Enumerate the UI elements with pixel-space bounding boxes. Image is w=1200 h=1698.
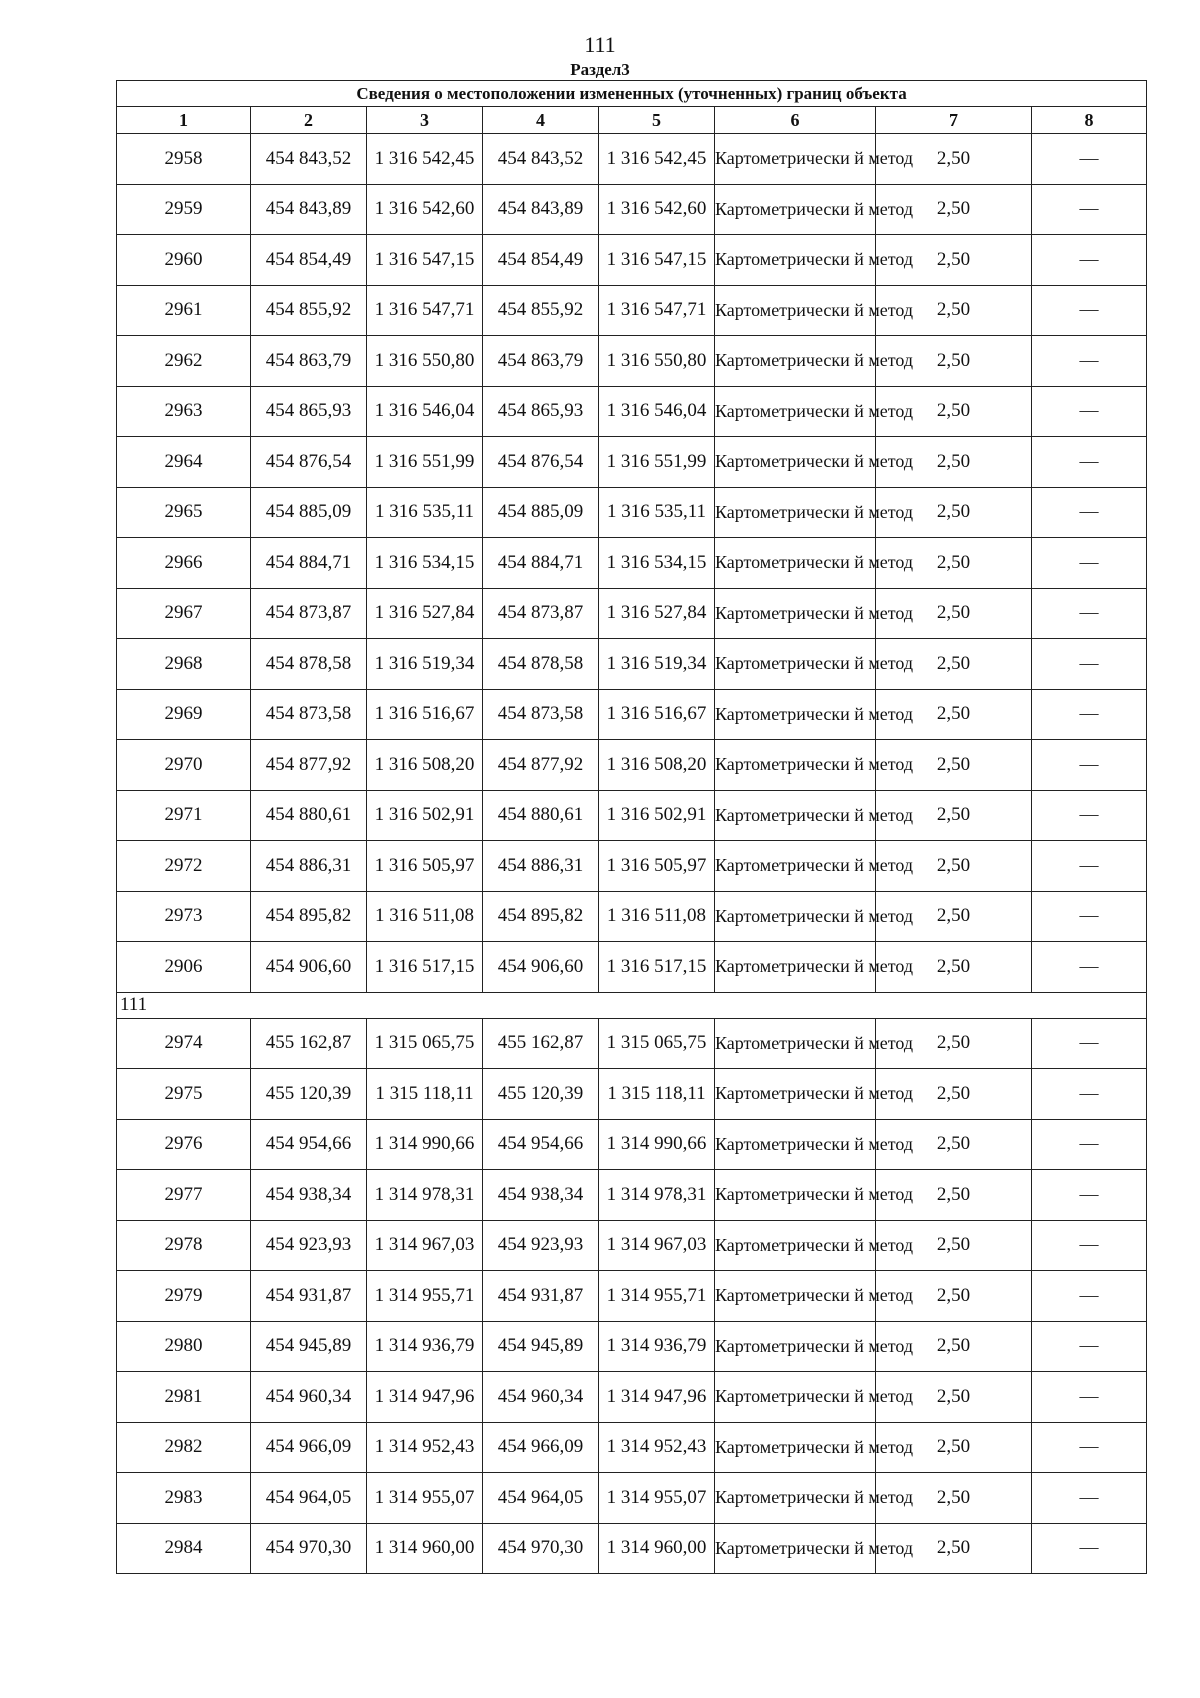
y-refined-cell: 1 314 936,79 <box>599 1321 715 1372</box>
accuracy-cell: 2,50 <box>876 891 1032 942</box>
method-cell: Картометрически й метод <box>715 1321 876 1372</box>
accuracy-cell: 2,50 <box>876 1422 1032 1473</box>
x-refined-cell: 454 970,30 <box>483 1523 599 1574</box>
x-refined-cell: 454 966,09 <box>483 1422 599 1473</box>
column-header: 6 <box>715 107 876 134</box>
y-refined-cell: 1 315 118,11 <box>599 1069 715 1120</box>
y-existing-cell: 1 314 978,31 <box>367 1170 483 1221</box>
point-number-cell: 2965 <box>117 487 251 538</box>
y-existing-cell: 1 316 534,15 <box>367 538 483 589</box>
point-number-cell: 2969 <box>117 689 251 740</box>
point-number-cell: 2906 <box>117 942 251 993</box>
x-refined-cell: 454 878,58 <box>483 639 599 690</box>
accuracy-cell: 2,50 <box>876 1069 1032 1120</box>
description-cell: — <box>1032 740 1147 791</box>
y-refined-cell: 1 316 547,15 <box>599 235 715 286</box>
method-cell: Картометрически й метод <box>715 1069 876 1120</box>
table-row <box>117 841 1147 892</box>
method-cell: Картометрически й метод <box>715 487 876 538</box>
x-refined-cell: 454 884,71 <box>483 538 599 589</box>
table-row <box>117 790 1147 841</box>
accuracy-cell: 2,50 <box>876 1271 1032 1322</box>
method-cell: Картометрически й метод <box>715 235 876 286</box>
y-existing-cell: 1 315 065,75 <box>367 1018 483 1069</box>
y-existing-cell: 1 316 542,60 <box>367 184 483 235</box>
x-existing-cell: 454 923,93 <box>251 1220 367 1271</box>
method-cell: Картометрически й метод <box>715 336 876 387</box>
point-number-cell: 2970 <box>117 740 251 791</box>
x-existing-cell: 454 886,31 <box>251 841 367 892</box>
accuracy-cell: 2,50 <box>876 336 1032 387</box>
x-existing-cell: 454 945,89 <box>251 1321 367 1372</box>
table-row <box>117 1170 1147 1221</box>
column-header: 3 <box>367 107 483 134</box>
table-caption: Сведения о местоположении измененных (уточненных) границ объекта <box>117 81 1147 107</box>
y-existing-cell: 1 316 547,71 <box>367 285 483 336</box>
point-number-cell: 2958 <box>117 134 251 185</box>
accuracy-cell: 2,50 <box>876 1119 1032 1170</box>
column-header: 7 <box>876 107 1032 134</box>
table-row <box>117 437 1147 488</box>
column-header: 8 <box>1032 107 1147 134</box>
method-cell: Картометрически й метод <box>715 1220 876 1271</box>
table-body <box>117 81 1147 1574</box>
method-cell: Картометрически й метод <box>715 184 876 235</box>
method-cell: Картометрически й метод <box>715 134 876 185</box>
y-refined-cell: 1 316 502,91 <box>599 790 715 841</box>
point-number-cell: 2971 <box>117 790 251 841</box>
boundary-coordinates-table <box>116 80 1147 1574</box>
x-refined-cell: 454 873,87 <box>483 588 599 639</box>
x-existing-cell: 454 876,54 <box>251 437 367 488</box>
method-cell: Картометрически й метод <box>715 740 876 791</box>
table-row <box>117 1018 1147 1069</box>
y-existing-cell: 1 315 118,11 <box>367 1069 483 1120</box>
y-refined-cell: 1 316 511,08 <box>599 891 715 942</box>
accuracy-cell: 2,50 <box>876 740 1032 791</box>
x-existing-cell: 454 895,82 <box>251 891 367 942</box>
accuracy-cell: 2,50 <box>876 942 1032 993</box>
y-refined-cell: 1 314 947,96 <box>599 1372 715 1423</box>
description-cell: — <box>1032 1321 1147 1372</box>
column-header: 1 <box>117 107 251 134</box>
x-existing-cell: 454 855,92 <box>251 285 367 336</box>
description-cell: — <box>1032 790 1147 841</box>
accuracy-cell: 2,50 <box>876 1372 1032 1423</box>
column-header: 5 <box>599 107 715 134</box>
accuracy-cell: 2,50 <box>876 841 1032 892</box>
table-header-row <box>117 107 1147 134</box>
y-refined-cell: 1 316 550,80 <box>599 336 715 387</box>
x-refined-cell: 454 938,34 <box>483 1170 599 1221</box>
description-cell: — <box>1032 437 1147 488</box>
y-refined-cell: 1 316 547,71 <box>599 285 715 336</box>
x-existing-cell: 454 843,52 <box>251 134 367 185</box>
table-row <box>117 538 1147 589</box>
x-existing-cell: 454 873,58 <box>251 689 367 740</box>
method-cell: Картометрически й метод <box>715 639 876 690</box>
x-refined-cell: 454 854,49 <box>483 235 599 286</box>
point-number-cell: 2972 <box>117 841 251 892</box>
y-existing-cell: 1 314 960,00 <box>367 1523 483 1574</box>
method-cell: Картометрически й метод <box>715 1473 876 1524</box>
y-refined-cell: 1 316 542,60 <box>599 184 715 235</box>
table-row <box>117 1119 1147 1170</box>
method-cell: Картометрически й метод <box>715 588 876 639</box>
table-row <box>117 1473 1147 1524</box>
x-existing-cell: 454 970,30 <box>251 1523 367 1574</box>
description-cell: — <box>1032 1523 1147 1574</box>
x-refined-cell: 454 877,92 <box>483 740 599 791</box>
contour-group-row <box>117 992 1147 1018</box>
table-row <box>117 336 1147 387</box>
y-refined-cell: 1 316 551,99 <box>599 437 715 488</box>
table-row <box>117 386 1147 437</box>
accuracy-cell: 2,50 <box>876 1220 1032 1271</box>
y-existing-cell: 1 316 535,11 <box>367 487 483 538</box>
point-number-cell: 2960 <box>117 235 251 286</box>
y-existing-cell: 1 314 936,79 <box>367 1321 483 1372</box>
x-existing-cell: 454 884,71 <box>251 538 367 589</box>
column-header: 4 <box>483 107 599 134</box>
table-row <box>117 740 1147 791</box>
description-cell: — <box>1032 891 1147 942</box>
x-existing-cell: 454 878,58 <box>251 639 367 690</box>
description-cell: — <box>1032 689 1147 740</box>
x-existing-cell: 454 960,34 <box>251 1372 367 1423</box>
y-existing-cell: 1 316 546,04 <box>367 386 483 437</box>
y-existing-cell: 1 316 516,67 <box>367 689 483 740</box>
description-cell: — <box>1032 1372 1147 1423</box>
description-cell: — <box>1032 841 1147 892</box>
y-existing-cell: 1 314 952,43 <box>367 1422 483 1473</box>
x-refined-cell: 454 876,54 <box>483 437 599 488</box>
x-refined-cell: 454 886,31 <box>483 841 599 892</box>
description-cell: — <box>1032 1473 1147 1524</box>
point-number-cell: 2979 <box>117 1271 251 1322</box>
description-cell: — <box>1032 1018 1147 1069</box>
accuracy-cell: 2,50 <box>876 1523 1032 1574</box>
description-cell: — <box>1032 639 1147 690</box>
y-refined-cell: 1 314 990,66 <box>599 1119 715 1170</box>
accuracy-cell: 2,50 <box>876 1170 1032 1221</box>
x-existing-cell: 454 964,05 <box>251 1473 367 1524</box>
x-existing-cell: 454 865,93 <box>251 386 367 437</box>
y-refined-cell: 1 314 955,07 <box>599 1473 715 1524</box>
point-number-cell: 2959 <box>117 184 251 235</box>
description-cell: — <box>1032 184 1147 235</box>
x-refined-cell: 454 885,09 <box>483 487 599 538</box>
description-cell: — <box>1032 386 1147 437</box>
point-number-cell: 2978 <box>117 1220 251 1271</box>
column-header: 2 <box>251 107 367 134</box>
point-number-cell: 2980 <box>117 1321 251 1372</box>
accuracy-cell: 2,50 <box>876 184 1032 235</box>
x-existing-cell: 454 906,60 <box>251 942 367 993</box>
x-existing-cell: 454 843,89 <box>251 184 367 235</box>
point-number-cell: 2975 <box>117 1069 251 1120</box>
table-row <box>117 235 1147 286</box>
x-existing-cell: 455 120,39 <box>251 1069 367 1120</box>
y-existing-cell: 1 314 947,96 <box>367 1372 483 1423</box>
accuracy-cell: 2,50 <box>876 538 1032 589</box>
y-existing-cell: 1 316 502,91 <box>367 790 483 841</box>
x-existing-cell: 454 877,92 <box>251 740 367 791</box>
method-cell: Картометрически й метод <box>715 1271 876 1322</box>
method-cell: Картометрически й метод <box>715 1119 876 1170</box>
x-existing-cell: 455 162,87 <box>251 1018 367 1069</box>
table-row <box>117 285 1147 336</box>
method-cell: Картометрически й метод <box>715 891 876 942</box>
x-existing-cell: 454 938,34 <box>251 1170 367 1221</box>
y-existing-cell: 1 316 551,99 <box>367 437 483 488</box>
method-cell: Картометрически й метод <box>715 790 876 841</box>
x-refined-cell: 454 954,66 <box>483 1119 599 1170</box>
accuracy-cell: 2,50 <box>876 134 1032 185</box>
table-row <box>117 942 1147 993</box>
x-refined-cell: 455 162,87 <box>483 1018 599 1069</box>
point-number-cell: 2967 <box>117 588 251 639</box>
section-title: Раздел3 <box>570 60 630 79</box>
description-cell: — <box>1032 1170 1147 1221</box>
point-number-cell: 2964 <box>117 437 251 488</box>
y-refined-cell: 1 316 516,67 <box>599 689 715 740</box>
method-cell: Картометрически й метод <box>715 1523 876 1574</box>
point-number-cell: 2983 <box>117 1473 251 1524</box>
description-cell: — <box>1032 235 1147 286</box>
point-number-cell: 2962 <box>117 336 251 387</box>
accuracy-cell: 2,50 <box>876 386 1032 437</box>
y-refined-cell: 1 316 508,20 <box>599 740 715 791</box>
x-refined-cell: 454 945,89 <box>483 1321 599 1372</box>
method-cell: Картометрически й метод <box>715 1372 876 1423</box>
point-number-cell: 2966 <box>117 538 251 589</box>
y-refined-cell: 1 314 967,03 <box>599 1220 715 1271</box>
method-cell: Картометрически й метод <box>715 942 876 993</box>
x-existing-cell: 454 885,09 <box>251 487 367 538</box>
y-refined-cell: 1 314 978,31 <box>599 1170 715 1221</box>
description-cell: — <box>1032 942 1147 993</box>
accuracy-cell: 2,50 <box>876 588 1032 639</box>
accuracy-cell: 2,50 <box>876 1473 1032 1524</box>
point-number-cell: 2974 <box>117 1018 251 1069</box>
accuracy-cell: 2,50 <box>876 1321 1032 1372</box>
description-cell: — <box>1032 285 1147 336</box>
x-refined-cell: 454 931,87 <box>483 1271 599 1322</box>
y-existing-cell: 1 316 511,08 <box>367 891 483 942</box>
y-existing-cell: 1 316 547,15 <box>367 235 483 286</box>
x-refined-cell: 454 843,52 <box>483 134 599 185</box>
y-refined-cell: 1 316 505,97 <box>599 841 715 892</box>
y-refined-cell: 1 316 527,84 <box>599 588 715 639</box>
x-refined-cell: 454 923,93 <box>483 1220 599 1271</box>
y-refined-cell: 1 314 952,43 <box>599 1422 715 1473</box>
accuracy-cell: 2,50 <box>876 1018 1032 1069</box>
accuracy-cell: 2,50 <box>876 235 1032 286</box>
description-cell: — <box>1032 588 1147 639</box>
table-row <box>117 639 1147 690</box>
x-refined-cell: 454 906,60 <box>483 942 599 993</box>
table-row <box>117 1220 1147 1271</box>
method-cell: Картометрически й метод <box>715 386 876 437</box>
point-number-cell: 2968 <box>117 639 251 690</box>
method-cell: Картометрически й метод <box>715 538 876 589</box>
method-cell: Картометрически й метод <box>715 285 876 336</box>
y-existing-cell: 1 316 542,45 <box>367 134 483 185</box>
y-refined-cell: 1 316 546,04 <box>599 386 715 437</box>
method-cell: Картометрически й метод <box>715 1170 876 1221</box>
accuracy-cell: 2,50 <box>876 689 1032 740</box>
y-refined-cell: 1 315 065,75 <box>599 1018 715 1069</box>
x-refined-cell: 454 843,89 <box>483 184 599 235</box>
y-existing-cell: 1 314 955,07 <box>367 1473 483 1524</box>
x-refined-cell: 454 880,61 <box>483 790 599 841</box>
description-cell: — <box>1032 538 1147 589</box>
table-row <box>117 1372 1147 1423</box>
description-cell: — <box>1032 1069 1147 1120</box>
y-existing-cell: 1 316 550,80 <box>367 336 483 387</box>
point-number-cell: 2973 <box>117 891 251 942</box>
description-cell: — <box>1032 487 1147 538</box>
x-refined-cell: 454 960,34 <box>483 1372 599 1423</box>
y-existing-cell: 1 314 955,71 <box>367 1271 483 1322</box>
y-existing-cell: 1 314 990,66 <box>367 1119 483 1170</box>
point-number-cell: 2963 <box>117 386 251 437</box>
y-refined-cell: 1 316 517,15 <box>599 942 715 993</box>
accuracy-cell: 2,50 <box>876 437 1032 488</box>
table-caption-row <box>117 81 1147 107</box>
accuracy-cell: 2,50 <box>876 790 1032 841</box>
x-refined-cell: 454 863,79 <box>483 336 599 387</box>
method-cell: Картометрически й метод <box>715 437 876 488</box>
description-cell: — <box>1032 1220 1147 1271</box>
x-refined-cell: 455 120,39 <box>483 1069 599 1120</box>
y-refined-cell: 1 314 960,00 <box>599 1523 715 1574</box>
description-cell: — <box>1032 1119 1147 1170</box>
table-row <box>117 184 1147 235</box>
description-cell: — <box>1032 134 1147 185</box>
x-refined-cell: 454 873,58 <box>483 689 599 740</box>
table-row <box>117 1422 1147 1473</box>
y-existing-cell: 1 316 527,84 <box>367 588 483 639</box>
method-cell: Картометрически й метод <box>715 1422 876 1473</box>
table-row <box>117 1271 1147 1322</box>
method-cell: Картометрически й метод <box>715 689 876 740</box>
y-existing-cell: 1 316 519,34 <box>367 639 483 690</box>
y-existing-cell: 1 316 505,97 <box>367 841 483 892</box>
method-cell: Картометрически й метод <box>715 1018 876 1069</box>
table-row <box>117 1069 1147 1120</box>
y-refined-cell: 1 316 519,34 <box>599 639 715 690</box>
x-existing-cell: 454 966,09 <box>251 1422 367 1473</box>
method-cell: Картометрически й метод <box>715 841 876 892</box>
y-refined-cell: 1 316 542,45 <box>599 134 715 185</box>
y-refined-cell: 1 314 955,71 <box>599 1271 715 1322</box>
y-existing-cell: 1 316 508,20 <box>367 740 483 791</box>
table-row <box>117 1321 1147 1372</box>
x-existing-cell: 454 873,87 <box>251 588 367 639</box>
table-row <box>117 588 1147 639</box>
y-refined-cell: 1 316 535,11 <box>599 487 715 538</box>
point-number-cell: 2982 <box>117 1422 251 1473</box>
accuracy-cell: 2,50 <box>876 487 1032 538</box>
x-refined-cell: 454 865,93 <box>483 386 599 437</box>
contour-group-label: 111 <box>117 992 1147 1018</box>
description-cell: — <box>1032 1422 1147 1473</box>
x-existing-cell: 454 954,66 <box>251 1119 367 1170</box>
x-existing-cell: 454 854,49 <box>251 235 367 286</box>
description-cell: — <box>1032 1271 1147 1322</box>
description-cell: — <box>1032 336 1147 387</box>
page-number: 111 <box>584 32 616 57</box>
x-existing-cell: 454 880,61 <box>251 790 367 841</box>
point-number-cell: 2984 <box>117 1523 251 1574</box>
table-row <box>117 1523 1147 1574</box>
x-refined-cell: 454 855,92 <box>483 285 599 336</box>
y-existing-cell: 1 316 517,15 <box>367 942 483 993</box>
x-refined-cell: 454 895,82 <box>483 891 599 942</box>
point-number-cell: 2981 <box>117 1372 251 1423</box>
x-existing-cell: 454 931,87 <box>251 1271 367 1322</box>
point-number-cell: 2977 <box>117 1170 251 1221</box>
x-existing-cell: 454 863,79 <box>251 336 367 387</box>
table-row <box>117 487 1147 538</box>
table-row <box>117 891 1147 942</box>
y-existing-cell: 1 314 967,03 <box>367 1220 483 1271</box>
y-refined-cell: 1 316 534,15 <box>599 538 715 589</box>
table-row <box>117 689 1147 740</box>
table-row <box>117 134 1147 185</box>
accuracy-cell: 2,50 <box>876 639 1032 690</box>
x-refined-cell: 454 964,05 <box>483 1473 599 1524</box>
point-number-cell: 2961 <box>117 285 251 336</box>
point-number-cell: 2976 <box>117 1119 251 1170</box>
accuracy-cell: 2,50 <box>876 285 1032 336</box>
